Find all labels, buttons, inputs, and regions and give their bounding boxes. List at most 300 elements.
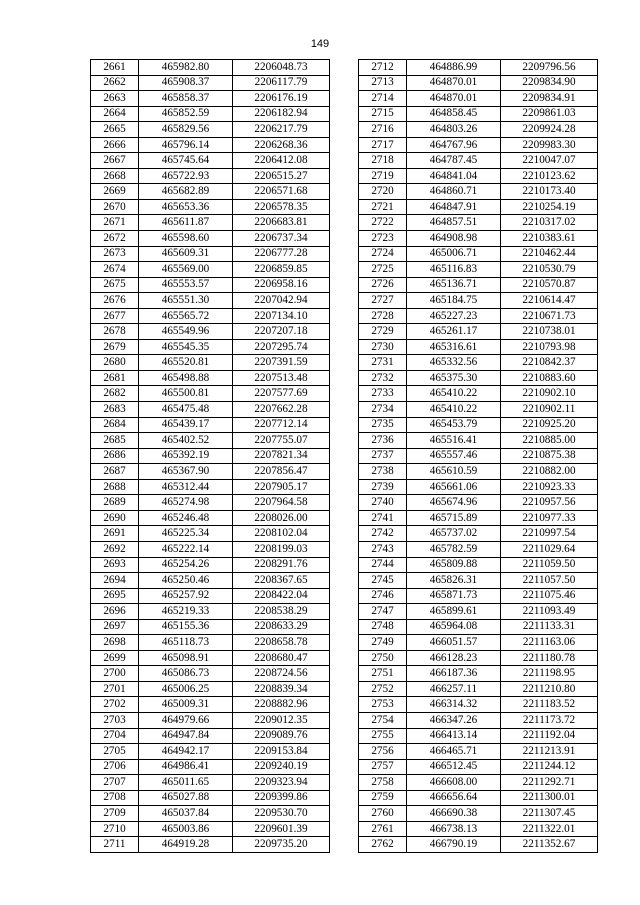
y-coordinate-cell: 2210842.37 [501,355,598,371]
point-number-cell: 2682 [91,386,139,402]
point-number-cell: 2678 [91,324,139,340]
y-coordinate-cell: 2206412.08 [233,153,330,169]
table-row [91,386,330,402]
x-coordinate-cell: 465809.88 [407,557,501,573]
y-coordinate-cell: 2210738.01 [501,324,598,340]
point-number-cell: 2737 [359,448,407,464]
table-row [91,712,330,728]
point-number-cell: 2676 [91,293,139,309]
point-number-cell: 2712 [359,60,407,76]
x-coordinate-cell: 465118.73 [139,635,233,651]
point-number-cell: 2721 [359,199,407,215]
y-coordinate-cell: 2210902.11 [501,402,598,418]
x-coordinate-cell: 464857.51 [407,215,501,231]
y-coordinate-cell: 2211173.72 [501,712,598,728]
x-coordinate-cell: 464947.84 [139,728,233,744]
table-row [91,262,330,278]
point-number-cell: 2726 [359,277,407,293]
x-coordinate-cell: 464979.66 [139,712,233,728]
table-row [91,75,330,91]
x-coordinate-cell: 465858.37 [139,91,233,107]
y-coordinate-cell: 2208422.04 [233,588,330,604]
table-row [359,775,598,791]
point-number-cell: 2690 [91,510,139,526]
table-row [91,526,330,542]
x-coordinate-cell: 465439.17 [139,417,233,433]
point-number-cell: 2724 [359,246,407,262]
point-number-cell: 2706 [91,759,139,775]
x-coordinate-cell: 464908.98 [407,231,501,247]
x-coordinate-cell: 465829.56 [139,122,233,138]
x-coordinate-cell: 464858.45 [407,106,501,122]
point-number-cell: 2742 [359,526,407,542]
point-number-cell: 2703 [91,712,139,728]
y-coordinate-cell: 2207207.18 [233,324,330,340]
x-coordinate-cell: 465516.41 [407,433,501,449]
y-coordinate-cell: 2206578.35 [233,199,330,215]
point-number-cell: 2738 [359,464,407,480]
x-coordinate-cell: 465155.36 [139,619,233,635]
x-coordinate-cell: 465871.73 [407,588,501,604]
y-coordinate-cell: 2210977.33 [501,510,598,526]
x-coordinate-cell: 465610.59 [407,464,501,480]
point-number-cell: 2689 [91,495,139,511]
y-coordinate-cell: 2207662.28 [233,402,330,418]
point-number-cell: 2674 [91,262,139,278]
point-number-cell: 2661 [91,60,139,76]
x-coordinate-cell: 465312.44 [139,479,233,495]
y-coordinate-cell: 2207577.69 [233,386,330,402]
table-row [91,122,330,138]
point-number-cell: 2688 [91,479,139,495]
table-row [359,75,598,91]
x-coordinate-cell: 466187.36 [407,666,501,682]
x-coordinate-cell: 465027.88 [139,790,233,806]
point-number-cell: 2683 [91,402,139,418]
point-number-cell: 2754 [359,712,407,728]
table-row [359,821,598,837]
point-number-cell: 2670 [91,199,139,215]
point-number-cell: 2664 [91,106,139,122]
x-coordinate-cell: 465332.56 [407,355,501,371]
y-coordinate-cell: 2211057.50 [501,573,598,589]
table-row [91,806,330,822]
x-coordinate-cell: 465737.02 [407,526,501,542]
y-coordinate-cell: 2210875.38 [501,448,598,464]
y-coordinate-cell: 2211213.91 [501,744,598,760]
x-coordinate-cell: 465557.46 [407,448,501,464]
table-row [359,619,598,635]
y-coordinate-cell: 2208724.56 [233,666,330,682]
table-row [359,744,598,760]
y-coordinate-cell: 2208026.00 [233,510,330,526]
y-coordinate-cell: 2209796.56 [501,60,598,76]
point-number-cell: 2743 [359,541,407,557]
x-coordinate-cell: 465009.31 [139,697,233,713]
point-number-cell: 2749 [359,635,407,651]
table-row [359,650,598,666]
y-coordinate-cell: 2210793.98 [501,339,598,355]
x-coordinate-cell: 465549.96 [139,324,233,340]
point-number-cell: 2722 [359,215,407,231]
y-coordinate-cell: 2211307.45 [501,806,598,822]
x-coordinate-cell: 465611.87 [139,215,233,231]
y-coordinate-cell: 2209924.28 [501,122,598,138]
point-number-cell: 2723 [359,231,407,247]
table-row [91,635,330,651]
y-coordinate-cell: 2207905.17 [233,479,330,495]
table-row [91,619,330,635]
table-row [91,573,330,589]
point-number-cell: 2702 [91,697,139,713]
y-coordinate-cell: 2208633.29 [233,619,330,635]
table-row [359,215,598,231]
point-number-cell: 2716 [359,122,407,138]
point-number-cell: 2732 [359,370,407,386]
x-coordinate-cell: 465551.30 [139,293,233,309]
x-coordinate-cell: 465136.71 [407,277,501,293]
point-number-cell: 2669 [91,184,139,200]
point-number-cell: 2697 [91,619,139,635]
x-coordinate-cell: 466051.57 [407,635,501,651]
table-row [359,479,598,495]
x-coordinate-cell: 465410.22 [407,402,501,418]
point-number-cell: 2744 [359,557,407,573]
point-number-cell: 2758 [359,775,407,791]
x-coordinate-cell: 465500.81 [139,386,233,402]
x-coordinate-cell: 465246.48 [139,510,233,526]
table-row [359,91,598,107]
x-coordinate-cell: 465674.96 [407,495,501,511]
point-number-cell: 2731 [359,355,407,371]
table-row [91,775,330,791]
y-coordinate-cell: 2209240.19 [233,759,330,775]
y-coordinate-cell: 2206048.73 [233,60,330,76]
x-coordinate-cell: 465682.89 [139,184,233,200]
table-row [359,106,598,122]
point-number-cell: 2707 [91,775,139,791]
y-coordinate-cell: 2209012.35 [233,712,330,728]
point-number-cell: 2662 [91,75,139,91]
point-number-cell: 2681 [91,370,139,386]
point-number-cell: 2717 [359,137,407,153]
x-coordinate-cell: 466347.26 [407,712,501,728]
y-coordinate-cell: 2210883.60 [501,370,598,386]
table-row [359,759,598,775]
x-coordinate-cell: 465796.14 [139,137,233,153]
table-row [359,681,598,697]
x-coordinate-cell: 465653.36 [139,199,233,215]
y-coordinate-cell: 2210882.00 [501,464,598,480]
x-coordinate-cell: 464860.71 [407,184,501,200]
table-row [91,246,330,262]
y-coordinate-cell: 2209530.70 [233,806,330,822]
coordinates-table-right [358,59,598,853]
point-number-cell: 2745 [359,573,407,589]
table-row [91,370,330,386]
point-number-cell: 2709 [91,806,139,822]
table-row [91,697,330,713]
x-coordinate-cell: 466413.14 [407,728,501,744]
point-number-cell: 2699 [91,650,139,666]
y-coordinate-cell: 2211322.01 [501,821,598,837]
y-coordinate-cell: 2210570.87 [501,277,598,293]
x-coordinate-cell: 464986.41 [139,759,233,775]
point-number-cell: 2761 [359,821,407,837]
table-row [359,386,598,402]
x-coordinate-cell: 466790.19 [407,837,501,853]
y-coordinate-cell: 2211244.12 [501,759,598,775]
point-number-cell: 2671 [91,215,139,231]
table-row [359,308,598,324]
point-number-cell: 2747 [359,604,407,620]
y-coordinate-cell: 2208658.78 [233,635,330,651]
table-row [91,837,330,853]
point-number-cell: 2668 [91,168,139,184]
x-coordinate-cell: 465037.84 [139,806,233,822]
x-coordinate-cell: 464942.17 [139,744,233,760]
point-number-cell: 2750 [359,650,407,666]
y-coordinate-cell: 2206268.36 [233,137,330,153]
y-coordinate-cell: 2206859.85 [233,262,330,278]
table-row [91,184,330,200]
table-row [359,153,598,169]
point-number-cell: 2695 [91,588,139,604]
point-number-cell: 2708 [91,790,139,806]
table-row [359,122,598,138]
table-row [91,106,330,122]
y-coordinate-cell: 2210997.54 [501,526,598,542]
x-coordinate-cell: 466314.32 [407,697,501,713]
y-coordinate-cell: 2210254.19 [501,199,598,215]
y-coordinate-cell: 2208680.47 [233,650,330,666]
x-coordinate-cell: 464767.96 [407,137,501,153]
table-row [359,635,598,651]
point-number-cell: 2714 [359,91,407,107]
table-row [91,790,330,806]
table-row [359,557,598,573]
x-coordinate-cell: 464787.45 [407,153,501,169]
y-coordinate-cell: 2209089.76 [233,728,330,744]
table-row [91,495,330,511]
table-row [359,402,598,418]
table-row [91,215,330,231]
x-coordinate-cell: 465274.98 [139,495,233,511]
point-number-cell: 2700 [91,666,139,682]
point-number-cell: 2672 [91,231,139,247]
page-number: 149 [310,38,330,50]
x-coordinate-cell: 465782.59 [407,541,501,557]
table-row [359,339,598,355]
table-row [359,246,598,262]
table-row [91,821,330,837]
point-number-cell: 2751 [359,666,407,682]
point-number-cell: 2756 [359,744,407,760]
table-row [359,417,598,433]
point-number-cell: 2762 [359,837,407,853]
x-coordinate-cell: 465475.48 [139,402,233,418]
y-coordinate-cell: 2206777.28 [233,246,330,262]
x-coordinate-cell: 465553.57 [139,277,233,293]
x-coordinate-cell: 464886.99 [407,60,501,76]
x-coordinate-cell: 466512.45 [407,759,501,775]
point-number-cell: 2753 [359,697,407,713]
table-row [359,588,598,604]
point-number-cell: 2713 [359,75,407,91]
y-coordinate-cell: 2210317.02 [501,215,598,231]
y-coordinate-cell: 2209834.91 [501,91,598,107]
table-row [91,681,330,697]
x-coordinate-cell: 464841.04 [407,168,501,184]
point-number-cell: 2663 [91,91,139,107]
table-row [91,277,330,293]
y-coordinate-cell: 2210925.20 [501,417,598,433]
x-coordinate-cell: 465826.31 [407,573,501,589]
point-number-cell: 2759 [359,790,407,806]
x-coordinate-cell: 465392.19 [139,448,233,464]
table-row [359,324,598,340]
y-coordinate-cell: 2207042.94 [233,293,330,309]
table-row [359,262,598,278]
y-coordinate-cell: 2209735.20 [233,837,330,853]
table-row [359,806,598,822]
point-number-cell: 2705 [91,744,139,760]
y-coordinate-cell: 2211133.31 [501,619,598,635]
y-coordinate-cell: 2210671.73 [501,308,598,324]
table-row [91,231,330,247]
table-row [91,60,330,76]
x-coordinate-cell: 466738.13 [407,821,501,837]
x-coordinate-cell: 465899.61 [407,604,501,620]
table-row [359,604,598,620]
table-row [91,168,330,184]
table-row [359,231,598,247]
point-number-cell: 2667 [91,153,139,169]
y-coordinate-cell: 2209153.84 [233,744,330,760]
x-coordinate-cell: 466690.38 [407,806,501,822]
x-coordinate-cell: 464919.28 [139,837,233,853]
y-coordinate-cell: 2206737.34 [233,231,330,247]
y-coordinate-cell: 2207755.07 [233,433,330,449]
table-row [359,433,598,449]
x-coordinate-cell: 465565.72 [139,308,233,324]
table-row [359,573,598,589]
x-coordinate-cell: 465225.34 [139,526,233,542]
x-coordinate-cell: 465184.75 [407,293,501,309]
y-coordinate-cell: 2207513.48 [233,370,330,386]
table-row [91,588,330,604]
point-number-cell: 2687 [91,464,139,480]
y-coordinate-cell: 2209861.03 [501,106,598,122]
y-coordinate-cell: 2211183.52 [501,697,598,713]
table-row [359,495,598,511]
y-coordinate-cell: 2210383.61 [501,231,598,247]
point-number-cell: 2746 [359,588,407,604]
point-number-cell: 2719 [359,168,407,184]
y-coordinate-cell: 2207856.47 [233,464,330,480]
table-row [359,697,598,713]
table-row [359,464,598,480]
x-coordinate-cell: 466128.23 [407,650,501,666]
point-number-cell: 2755 [359,728,407,744]
x-coordinate-cell: 465545.35 [139,339,233,355]
point-number-cell: 2739 [359,479,407,495]
y-coordinate-cell: 2209983.30 [501,137,598,153]
table-row [359,666,598,682]
y-coordinate-cell: 2210462.44 [501,246,598,262]
point-number-cell: 2693 [91,557,139,573]
point-number-cell: 2680 [91,355,139,371]
table-row [91,91,330,107]
y-coordinate-cell: 2210614.47 [501,293,598,309]
y-coordinate-cell: 2208102.04 [233,526,330,542]
table-row [91,433,330,449]
x-coordinate-cell: 466608.00 [407,775,501,791]
y-coordinate-cell: 2210173.40 [501,184,598,200]
y-coordinate-cell: 2206683.81 [233,215,330,231]
x-coordinate-cell: 465250.46 [139,573,233,589]
table-row [359,60,598,76]
y-coordinate-cell: 2211059.50 [501,557,598,573]
table-row [359,790,598,806]
table-row [359,448,598,464]
x-coordinate-cell: 465569.00 [139,262,233,278]
y-coordinate-cell: 2211210.80 [501,681,598,697]
x-coordinate-cell: 465375.30 [407,370,501,386]
y-coordinate-cell: 2207295.74 [233,339,330,355]
point-number-cell: 2696 [91,604,139,620]
y-coordinate-cell: 2208538.29 [233,604,330,620]
x-coordinate-cell: 466257.11 [407,681,501,697]
y-coordinate-cell: 2206571.68 [233,184,330,200]
y-coordinate-cell: 2210047.07 [501,153,598,169]
table-row [359,712,598,728]
point-number-cell: 2725 [359,262,407,278]
y-coordinate-cell: 2210530.79 [501,262,598,278]
point-number-cell: 2685 [91,433,139,449]
x-coordinate-cell: 465722.93 [139,168,233,184]
x-coordinate-cell: 465964.08 [407,619,501,635]
table-row [91,324,330,340]
y-coordinate-cell: 2209323.94 [233,775,330,791]
y-coordinate-cell: 2210902.10 [501,386,598,402]
x-coordinate-cell: 465745.64 [139,153,233,169]
table-row [91,153,330,169]
y-coordinate-cell: 2208367.65 [233,573,330,589]
x-coordinate-cell: 465908.37 [139,75,233,91]
table-row [91,293,330,309]
table-row [359,541,598,557]
y-coordinate-cell: 2208291.76 [233,557,330,573]
x-coordinate-cell: 465661.06 [407,479,501,495]
coordinates-table-left [90,59,330,853]
y-coordinate-cell: 2208839.34 [233,681,330,697]
table-row [91,650,330,666]
x-coordinate-cell: 465006.71 [407,246,501,262]
point-number-cell: 2698 [91,635,139,651]
point-number-cell: 2741 [359,510,407,526]
point-number-cell: 2691 [91,526,139,542]
y-coordinate-cell: 2209834.90 [501,75,598,91]
y-coordinate-cell: 2207712.14 [233,417,330,433]
point-number-cell: 2735 [359,417,407,433]
point-number-cell: 2727 [359,293,407,309]
x-coordinate-cell: 464847.91 [407,199,501,215]
table-row [91,417,330,433]
point-number-cell: 2684 [91,417,139,433]
point-number-cell: 2720 [359,184,407,200]
y-coordinate-cell: 2206176.19 [233,91,330,107]
